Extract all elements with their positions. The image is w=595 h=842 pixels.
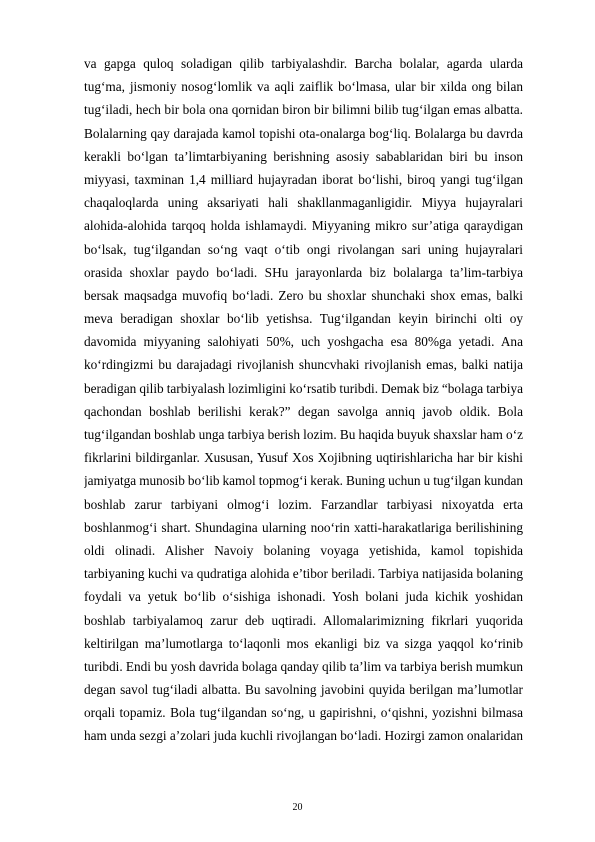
text-line: degan savol tug‘iladi albatta. Bu savolning javobini quyida berilgan ma’lumotlar	[84, 682, 523, 698]
text-line: meva beradigan shoxlar bo‘lib yetishsa. Tug‘ilgandan keyin birinchi olti oy	[84, 311, 523, 327]
text-line: tug‘iladi, hech bir bola ona qornidan biron bir bilimni bilib tug‘ilgan emas albatta.	[84, 102, 523, 118]
text-line: orasida shoxlar paydo bo‘ladi. SHu jarayonlarda biz bolalarga ta’lim-tarbiya	[84, 264, 523, 280]
text-line: keltirilgan ma’lumotlarga to‘laqonli mos ekanligi biz va sizga yaqqol ko‘rinib	[84, 635, 523, 651]
text-line: beradigan qilib tarbiyalash lozimligini ko‘rsatib turibdi. Demak biz “bolaga tarbiya	[84, 380, 523, 396]
text-line: orqali topamiz. Bola tug‘ilgandan so‘ng, u gapirishni, o‘qishni, yozishni bilmasa	[84, 705, 523, 721]
text-line: kerakli bo‘lgan ta’limtarbiyaning berishning asosiy sabablaridan biri bu inson	[84, 148, 523, 164]
page-number: 20	[292, 802, 303, 813]
text-line: ko‘rdingizmi bu darajadagi rivojlanish shuncvhaki rivojlanish emas, balki natija	[84, 357, 523, 373]
text-line: qachondan boshlab berilishi kerak?” degan savolga anniq javob oldik. Bola	[84, 403, 523, 419]
text-line: foydali va yetuk bo‘lib o‘sishiga ishonadi. Yosh bolani juda kichik yoshidan	[84, 589, 523, 605]
text-line: Bolalarning qay darajada kamol topishi ota-onalarga bog‘liq. Bolalarga bu davrda	[84, 125, 523, 141]
text-line: bo‘lsak, tug‘ilgandan so‘ng vaqt o‘tib ongi rivolangan sari uning hujayralari	[84, 241, 523, 257]
text-line: jamiyatga munosib bo‘lib kamol topmog‘i kerak. Buning uchun u tug‘ilgan kundan	[84, 473, 523, 489]
text-line: boshlab tarbiyalamoq zarur deb uqtiradi. Allomalarimizning fikrlari yuqorida	[84, 612, 523, 628]
text-line: tug‘ma, jismoniy nosog‘lomlik va aqli zaiflik bo‘lmasa, ular bir xilda ong bilan	[84, 79, 523, 95]
body-text	[84, 52, 523, 748]
text-line: turibdi. Endi bu yosh davrida bolaga qanday qilib ta’lim va tarbiya berish mumkun	[84, 658, 523, 674]
text-line: boshlab zarur tarbiyani olmog‘i lozim. Farzandlar tarbiyasi nixoyatda erta	[84, 496, 523, 512]
text-line: va gapga quloq soladigan qilib tarbiyalashdir. Barcha bolalar, agarda ularda	[84, 56, 523, 71]
text-line: davomida miyyaning salohiyati 50%, uch yoshgacha esa 80%ga yetadi. Ana	[84, 334, 523, 350]
text-line: boshlanmog‘i shart. Shundagina ularning noo‘rin xatti-harakatlariga berilishining	[84, 519, 523, 535]
text-line: chaqaloqlarda uning aksariyati hali shakllanmaganligidir. Miyya hujayralari	[84, 195, 523, 211]
text-line: ham unda sezgi a’zolari juda kuchli rivojlangan bo‘ladi. Hozirgi zamon onalaridan	[84, 728, 523, 744]
text-line: tug‘ilgandan boshlab unga tarbiya berish lozim. Bu haqida buyuk shaxslar ham o‘z	[84, 427, 523, 442]
text-line: alohida-alohida tarqoq holda ishlamaydi. Miyyaning mikro sur’atiga qaraydigan	[84, 218, 523, 234]
text-line: tarbiyaning kuchi va qudratiga alohida e’tibor beriladi. Tarbiya natijasida bolaning	[84, 566, 523, 582]
text-line: oldi olinadi. Alisher Navoiy bolaning voyaga yetishida, kamol topishida	[84, 542, 523, 558]
text-line: bersak maqsadga muvofiq bo‘ladi. Zero bu shoxlar shunchaki shox emas, balki	[84, 287, 523, 303]
text-line: fikrlarini bildirganlar. Xususan, Yusuf Xos Xojibning uqtirishlaricha har bir kishi	[84, 450, 523, 466]
text-line: miyyasi, taxminan 1,4 milliard hujayradan iborat bo‘lishi, biroq yangi tug‘ilgan	[84, 171, 523, 187]
